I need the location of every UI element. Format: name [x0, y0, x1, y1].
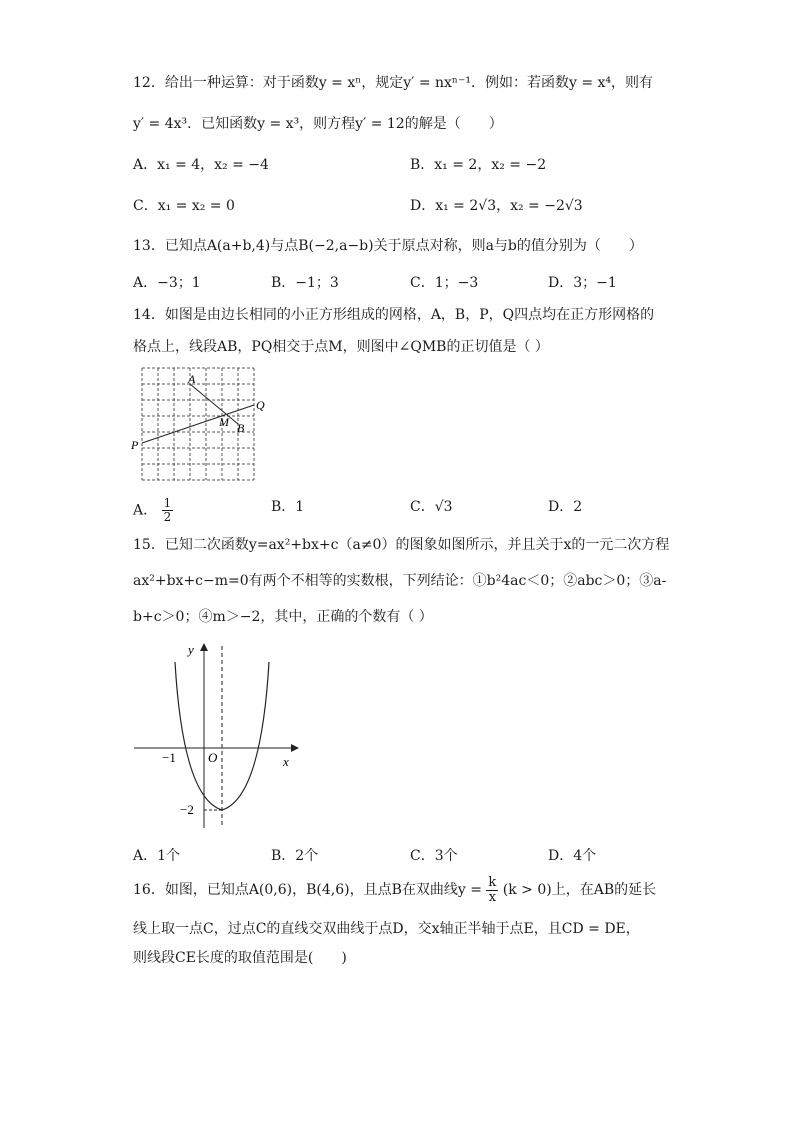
- fraction-denominator: 2: [163, 510, 172, 524]
- q16-fraction-numerator: k: [488, 874, 497, 890]
- q12-line2: y′ = 4x³．已知函数y = x³，则方程y′ = 12的解是（ ）: [133, 116, 503, 132]
- q13-line1: 13．已知点A(a+b,4)与点B(−2,a−b)关于原点对称，则a与b的值分别为（ ）: [133, 238, 643, 254]
- q12-option-b[interactable]: B．x₁ = 2，x₂ = −2: [410, 157, 547, 173]
- label-a: A: [188, 372, 196, 386]
- label-y: y: [188, 642, 194, 657]
- q12-option-c[interactable]: C．x₁ = x₂ = 0: [133, 198, 235, 214]
- label-p: P: [131, 438, 139, 452]
- q14-option-a[interactable]: [133, 497, 173, 524]
- fraction-numerator: 1: [163, 496, 172, 510]
- q12-option-a[interactable]: A．x₁ = 4，x₂ = −4: [133, 157, 269, 173]
- q14-option-d[interactable]: D．2: [548, 499, 583, 515]
- q16-line1-pre: 16．如图，已知点A(0,6)，B(4,6)，且点B在双曲线y =: [133, 882, 482, 898]
- fraction: [162, 497, 174, 524]
- q12-option-d[interactable]: D．x₁ = 2√3，x₂ = −2√3: [410, 198, 583, 214]
- q13-option-d[interactable]: D．3；−1: [548, 275, 617, 291]
- q16-line3: 则线段CE长度的取值范围是( ): [133, 950, 347, 966]
- q15-line3: b+c＞0；④m＞−2，其中，正确的个数有（ ）: [133, 609, 433, 625]
- label-origin: O: [208, 750, 218, 765]
- segment-ab: [190, 384, 238, 424]
- q13-option-b[interactable]: B．−1；3: [271, 275, 339, 291]
- q15-option-b[interactable]: B．2个: [271, 848, 319, 864]
- q14-option-a-label: A．: [133, 502, 158, 519]
- q14-line1: 14．如图是由边长相同的小正方形组成的网格，A，B，P，Q四点均在正方形网格的: [133, 307, 655, 323]
- q16-line1: [133, 873, 656, 907]
- q15-option-a[interactable]: A．1个: [133, 848, 181, 864]
- label-neg-one: −1: [162, 750, 176, 765]
- q16-fraction: [486, 876, 498, 905]
- q16-line2: 线上取一点C，过点C的直线交双曲线于点D，交x轴正半轴于点E，且CD = DE，: [133, 921, 640, 937]
- q16-line1-post: (k > 0)上，在AB的延长: [502, 882, 657, 898]
- q14-line2: 格点上，线段AB，PQ相交于点M，则图中∠QMB的正切值是（ ）: [133, 339, 549, 355]
- q14-option-c[interactable]: C．√3: [410, 499, 453, 515]
- label-m: M: [219, 415, 229, 429]
- q13-option-c[interactable]: C．1；−3: [410, 275, 479, 291]
- q14-option-b[interactable]: B．1: [271, 499, 305, 515]
- q13-option-a[interactable]: A．−3；1: [133, 275, 201, 291]
- q15-option-c[interactable]: C．3个: [410, 848, 458, 864]
- label-neg-two: −2: [180, 802, 194, 817]
- q15-line1: 15．已知二次函数y=ax²+bx+c（a≠0）的图象如图所示，并且关于x的一元二次方程: [133, 537, 670, 553]
- q16-fraction-denominator: x: [488, 889, 497, 905]
- q15-line2: ax²+bx+c−m=0有两个不相等的实数根，下列结论：①b²4ac＜0；②abc＞0；③a-: [133, 573, 667, 589]
- q14-grid-figure: [128, 364, 268, 484]
- q12-line1: 12．给出一种运算：对于函数y = xⁿ，规定y′ = nxⁿ⁻¹．例如：若函数y = x⁴，则有: [133, 75, 654, 91]
- label-q: Q: [256, 398, 265, 412]
- q15-parabola-figure: [128, 638, 308, 833]
- label-b: B: [237, 421, 245, 435]
- label-x: x: [283, 754, 289, 769]
- q15-option-d[interactable]: D．4个: [548, 848, 597, 864]
